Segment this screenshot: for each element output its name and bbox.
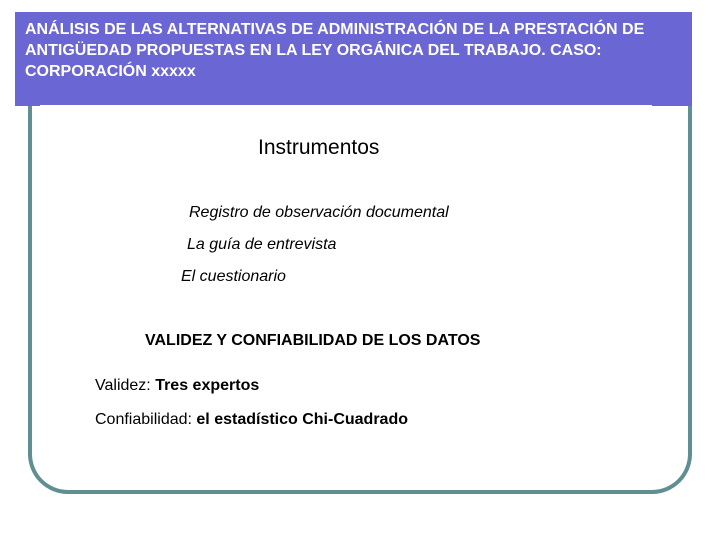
slide-title: ANÁLISIS DE LAS ALTERNATIVAS DE ADMINISTRACIÓN DE LA PRESTACIÓN DE ANTIGÜEDAD PROPUESTAS EN LA LEY ORGÁNICA DEL TRABAJO. CASO: CORPORACIÓN xxxxx (25, 21, 645, 80)
validity-line (95, 377, 259, 395)
instrument-item: El cuestionario (181, 268, 286, 285)
validity-label: Validez: (95, 377, 156, 394)
title-banner (15, 12, 692, 106)
content-frame (28, 106, 692, 494)
validity-reliability-heading: VALIDEZ Y CONFIABILIDAD DE LOS DATOS (145, 332, 481, 349)
reliability-label: Confiabilidad: (95, 411, 197, 428)
reliability-line (95, 411, 408, 429)
instruments-heading: Instrumentos (258, 136, 380, 159)
reliability-value: el estadístico Chi-Cuadrado (196, 411, 408, 428)
instrument-item: Registro de observación documental (189, 204, 449, 221)
instrument-item: La guía de entrevista (187, 236, 337, 253)
validity-value: Tres expertos (155, 377, 260, 394)
